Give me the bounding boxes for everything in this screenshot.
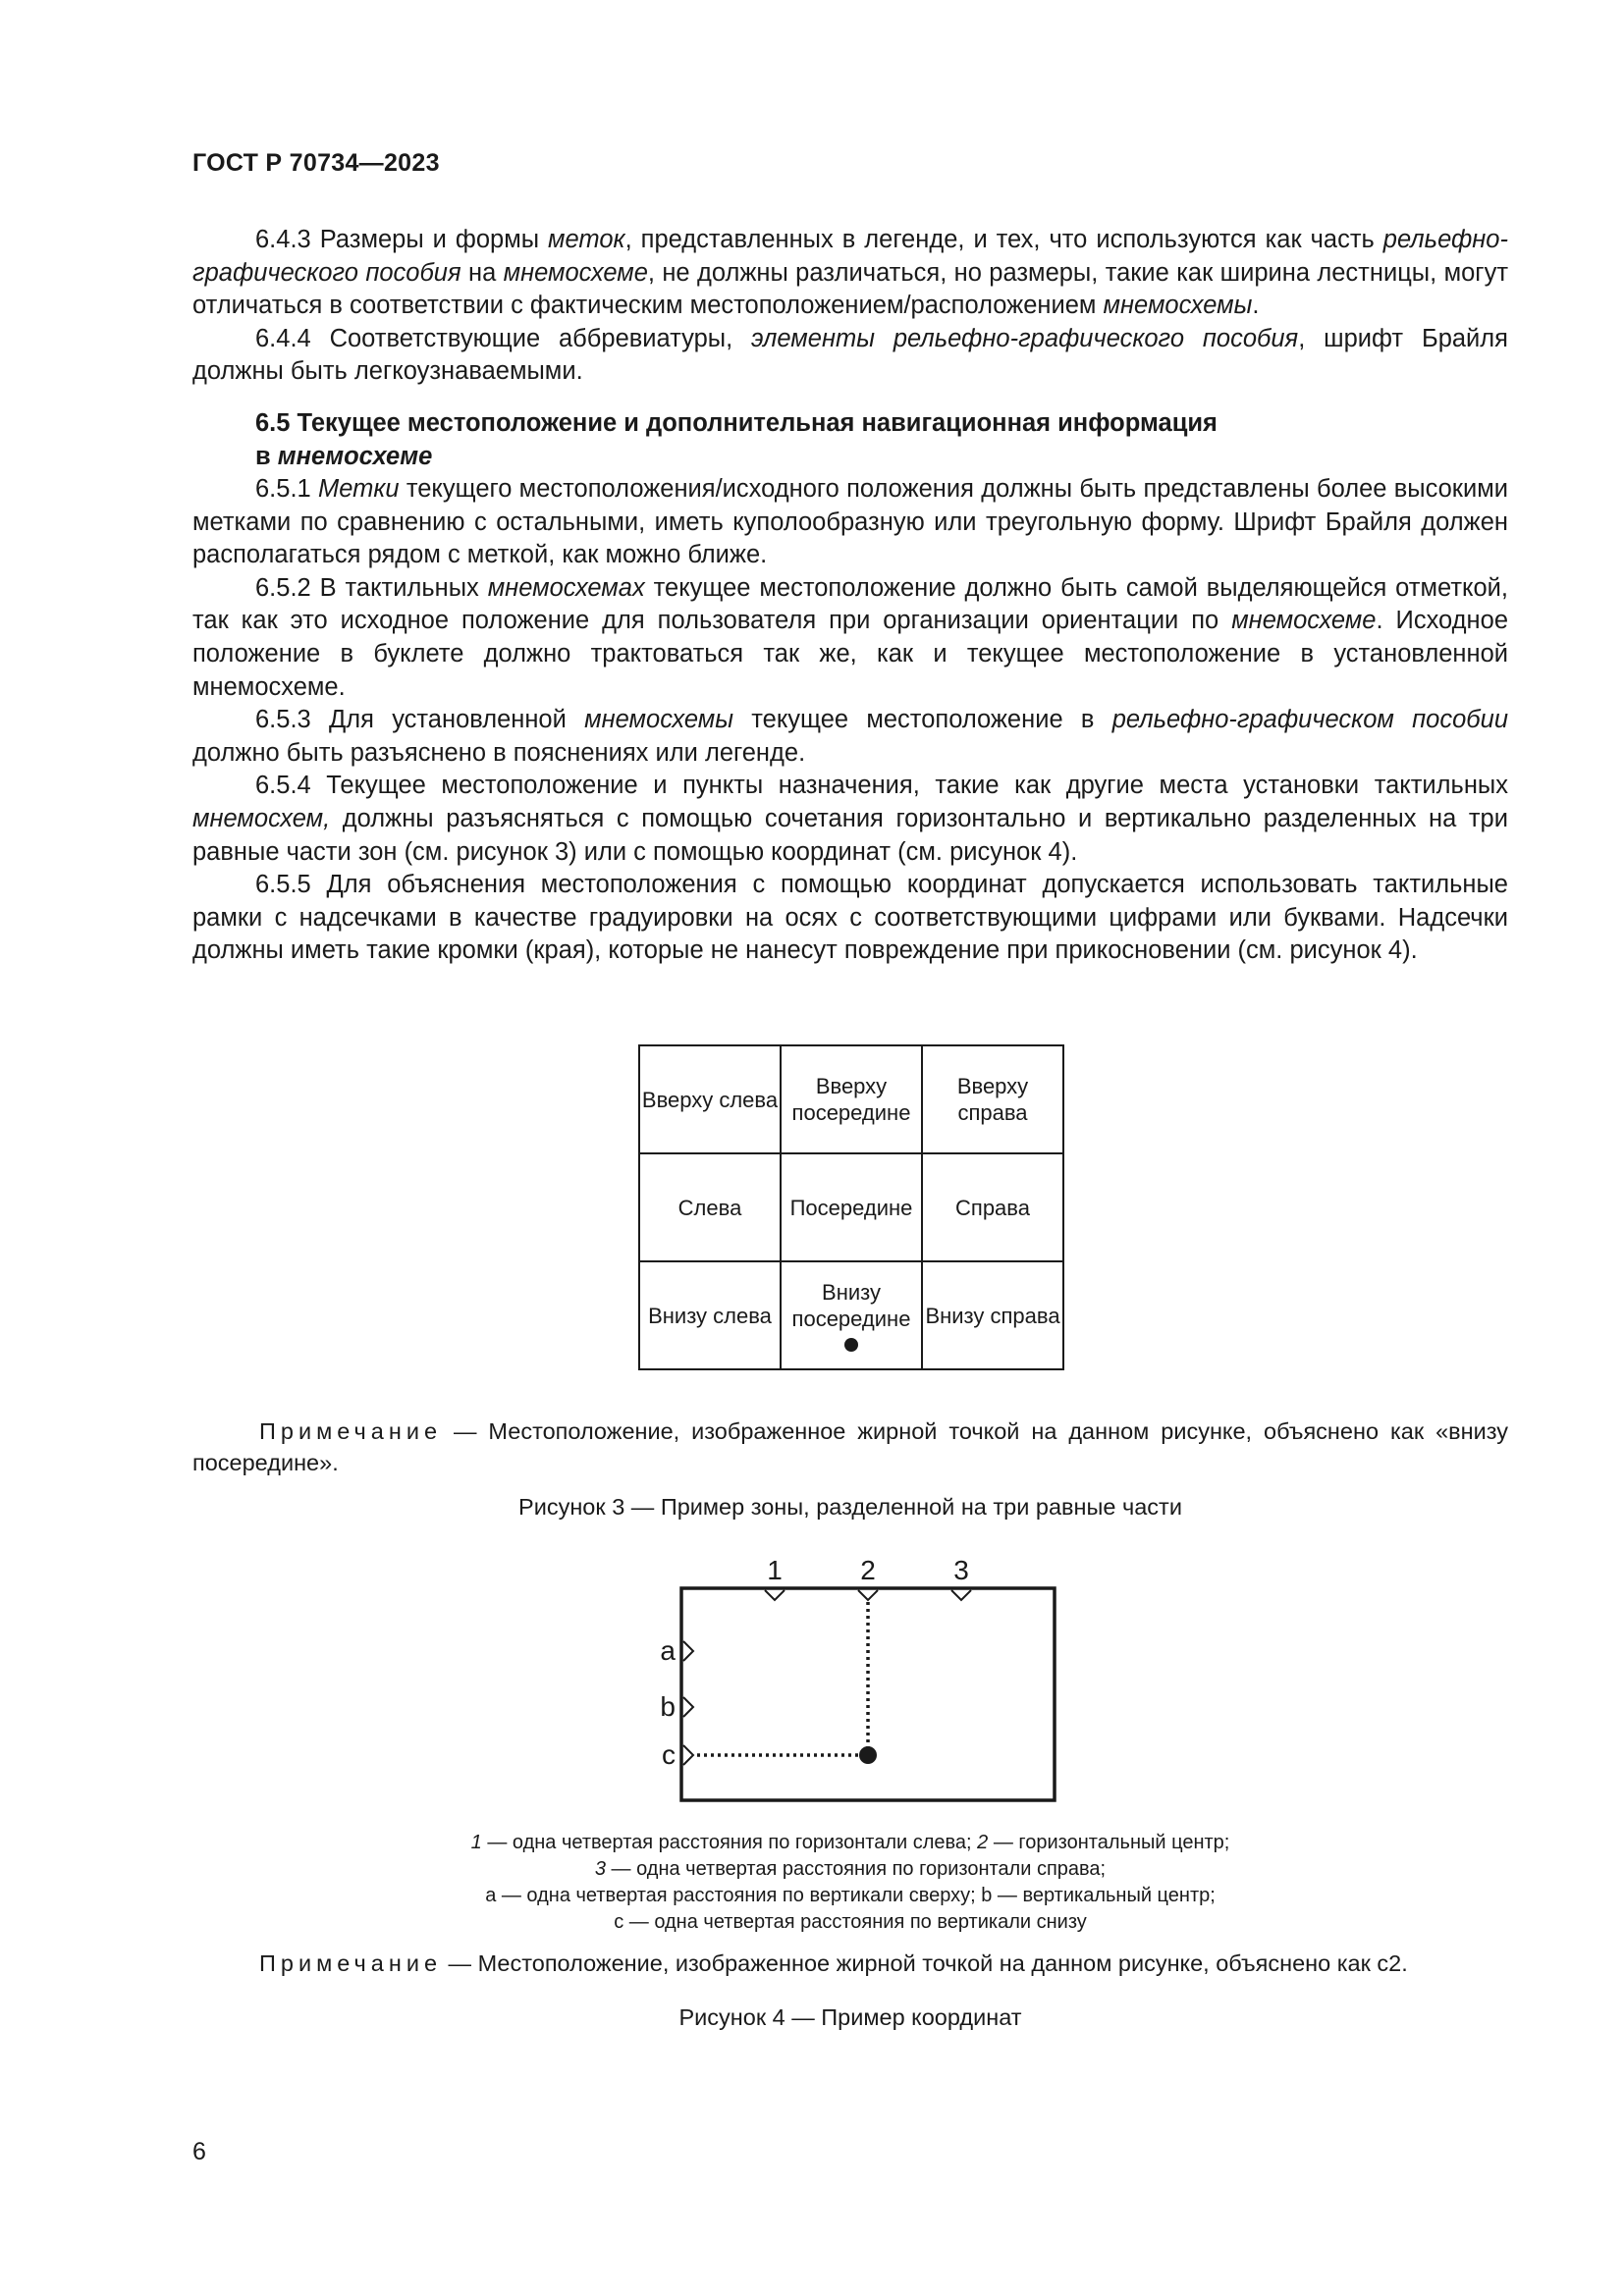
grid-cell-left: Слева: [639, 1153, 781, 1261]
legend-line-2: 3 — одна четвертая расстояния по горизонтали справа;: [594, 1858, 1107, 1880]
paragraph-6-5-4: 6.5.4 Текущее местоположение и пункты назначения, такие как другие места установки тактильных мнемосхем, должны разъясняться с помощью сочетания горизонтально и вертикально разделенных на три равные части зон (см. рисунок 3) или с помощью координат (см. рисунок 4).: [192, 772, 1508, 866]
current-location-dot-icon: [844, 1338, 858, 1352]
notch-1-icon: [765, 1590, 785, 1600]
grid-cell-top-middle: Вверху посередине: [781, 1045, 922, 1153]
figure-4-coordinates: [638, 1553, 1070, 1810]
notch-c-icon: [683, 1745, 693, 1765]
paragraph-6-4-4: 6.4.4 Соответствующие аббревиатуры, элементы рельефно-графического пособия, шрифт Брайля должны быть легкоузнаваемыми.: [192, 324, 1508, 386]
page-number: 6: [192, 2138, 206, 2165]
grid-cell-bottom-middle: Внизу посередине: [781, 1261, 922, 1369]
figure-3-caption: Рисунок 3 — Пример зоны, разделенной на три равные части: [518, 1494, 1182, 1520]
current-location-dot-icon: [859, 1746, 877, 1764]
paragraph-6-5-2: 6.5.2 В тактильных мнемосхемах текущее местоположение должно быть самой выделяющейся отметкой, так как это исходное положение для пользователя при организации ориентации по мнемосхеме. Исходное положение в буклете должно трактоваться так же, как и текущее местоположение в установленной мнемосхеме.: [192, 573, 1508, 701]
row-label-b: b: [660, 1691, 676, 1722]
row-label-c: c: [662, 1739, 676, 1770]
paragraph-6-5-1: 6.5.1 Метки текущего местоположения/исходного положения должны быть представлены более высокими метками по сравнению с остальными, иметь куполообразную или треугольную форму. Шрифт Брайля должен располагаться рядом с меткой, как можно ближе.: [192, 474, 1508, 569]
notch-b-icon: [683, 1697, 693, 1717]
grid-cell-top-right: Вверху справа: [922, 1045, 1063, 1153]
grid-cell-middle: Посередине: [781, 1153, 922, 1261]
paragraph-6-5-3: 6.5.3 Для установленной мнемосхемы текущее местоположение в рельефно-графическом пособии должно быть разъяснено в пояснениях или легенде.: [192, 706, 1509, 767]
row-label-a: a: [660, 1635, 676, 1666]
section-heading-6-5: 6.5 Текущее местоположение и дополнительная навигационная информация в мнемосхеме: [255, 408, 1218, 470]
column-label-3: 3: [953, 1555, 969, 1585]
legend-line-3: а — одна четвертая расстояния по вертикали сверху; b — вертикальный центр;: [485, 1885, 1216, 1906]
legend-line-4: с — одна четвертая расстояния по вертикали снизу: [614, 1911, 1087, 1933]
paragraph-6-5-5: 6.5.5 Для объяснения местоположения с помощью координат допускается использовать тактильные рамки с надсечками в качестве градуировки на осях с соответствующими цифрами или буквами. Надсечки должны иметь такие кромки (края), которые не нанесут повреждение при прикосновении (см. рисунок 4).: [192, 871, 1508, 965]
grid-cell-right: Справа: [922, 1153, 1063, 1261]
figure-4-caption: Рисунок 4 — Пример координат: [678, 2004, 1022, 2030]
grid-cell-top-left: Вверху слева: [639, 1045, 781, 1153]
column-label-2: 2: [860, 1555, 876, 1585]
figure-4-legend: [192, 1830, 1508, 1936]
figure-3-grid: [638, 1044, 1064, 1370]
figure-3-note: Примечание — Местоположение, изображенное жирной точкой на данном рисунке, объяснено как «внизу посередине».: [192, 1418, 1508, 1475]
notch-3-icon: [951, 1590, 971, 1600]
column-label-1: 1: [767, 1555, 783, 1585]
paragraph-6-4-3: 6.4.3 Размеры и формы меток, представленных в легенде, и тех, что используются как часть рельефно-графического пособия на мнемосхеме, не должны различаться, но размеры, такие как ширина лестницы, могут отличаться в соответствии с фактическим местоположением/расположением мнемосхемы.: [192, 226, 1509, 320]
document-header: ГОСТ Р 70734—2023: [192, 149, 440, 177]
figure-4-note: Примечание — Местоположение, изображенное жирной точкой на данном рисунке, объяснено как с2.: [259, 1950, 1408, 1976]
notch-a-icon: [683, 1641, 693, 1661]
legend-line-1: 1 — одна четвертая расстояния по горизонтали слева; 2 — горизонтальный центр;: [470, 1832, 1230, 1853]
notch-2-icon: [858, 1590, 878, 1600]
main-text: [192, 224, 1508, 968]
grid-cell-bottom-left: Внизу слева: [639, 1261, 781, 1369]
grid-cell-bottom-right: Внизу справа: [922, 1261, 1063, 1369]
